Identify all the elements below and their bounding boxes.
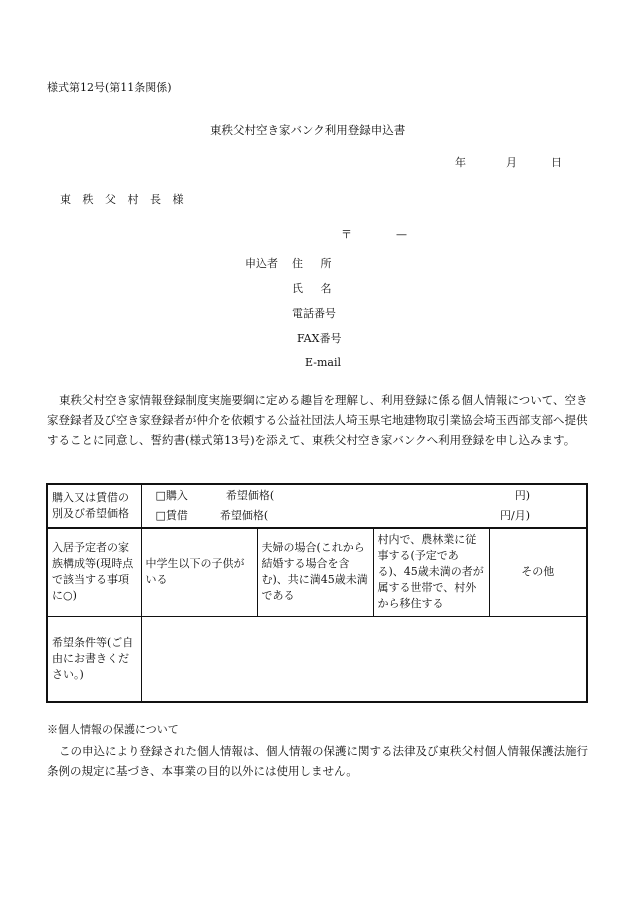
purchase-price-label: 希望価格( xyxy=(225,489,275,502)
page-title: 東秩父村空き家バンク利用登録申込書 xyxy=(210,123,406,137)
purchase-line xyxy=(156,486,583,506)
privacy-paragraph xyxy=(47,741,592,781)
application-table xyxy=(46,483,588,703)
conditions-label: 希望条件等(ご自由にお書きください。) xyxy=(47,616,141,702)
option-children: 中学生以下の子供がいる xyxy=(141,528,257,616)
table-row-family xyxy=(47,528,587,616)
addressee: 東 秩 父 村 長 様 xyxy=(60,193,188,206)
applicant-label: 申込者 xyxy=(245,257,278,270)
rent-checkbox[interactable]: □賃借 xyxy=(155,509,188,522)
fax-label: FAX番号 xyxy=(297,332,342,345)
table-row-conditions xyxy=(47,616,587,702)
address-label: 住 所 xyxy=(292,257,339,270)
purchase-checkbox[interactable]: □購入 xyxy=(155,489,188,502)
option-other: その他 xyxy=(489,528,587,616)
purchase-rent-label: 購入又は賃借の別及び希望価格 xyxy=(47,484,141,528)
phone-label: 電話番号 xyxy=(292,307,336,320)
date-day: 日 xyxy=(551,156,562,169)
price-cell xyxy=(141,484,587,528)
privacy-heading: ※個人情報の保護について xyxy=(47,723,179,736)
rent-line xyxy=(156,506,583,526)
table-row-price xyxy=(47,484,587,528)
body-paragraph xyxy=(47,390,592,450)
body-text: 東秩父村空き家情報登録制度実施要綱に定める趣旨を理解し、利用登録に係る個人情報について、空き家登録者及び空き家登録者が仲介を依頼する公益社団法人埼玉県宅地建物取引業協会埼玉西部支部へ提供することに同意し、誓約書(様式第13号)を添えて、東秩父村空き家バンクへ利用登録を申し込みます。 xyxy=(47,393,588,447)
date-month: 月 xyxy=(506,156,517,169)
purchase-unit: 円) xyxy=(514,489,531,502)
rent-unit: 円/月) xyxy=(500,509,531,522)
date-year: 年 xyxy=(455,156,466,169)
option-agriculture: 村内で、農林業に従事する(予定である)、45歳未満の者が属する世帯で、村外から移住する xyxy=(373,528,489,616)
postal-mark: 〒 xyxy=(341,228,352,241)
option-couple: 夫婦の場合(これから結婚する場合を含む)、共に満45歳未満である xyxy=(257,528,373,616)
postal-dash: — xyxy=(396,228,407,241)
conditions-entry[interactable] xyxy=(141,616,587,702)
privacy-text: この申込により登録された個人情報は、個人情報の保護に関する法律及び東秩父村個人情報保護法施行条例の規定に基づき、本事業の目的以外には使用しません。 xyxy=(47,744,588,778)
family-label: 入居予定者の家族構成等(現時点で該当する事項に○) xyxy=(47,528,141,616)
rent-price-label: 希望価格( xyxy=(219,509,269,522)
form-number: 様式第12号(第11条関係) xyxy=(47,81,172,94)
email-label: E-mail xyxy=(305,356,341,369)
name-label: 氏 名 xyxy=(292,282,339,295)
